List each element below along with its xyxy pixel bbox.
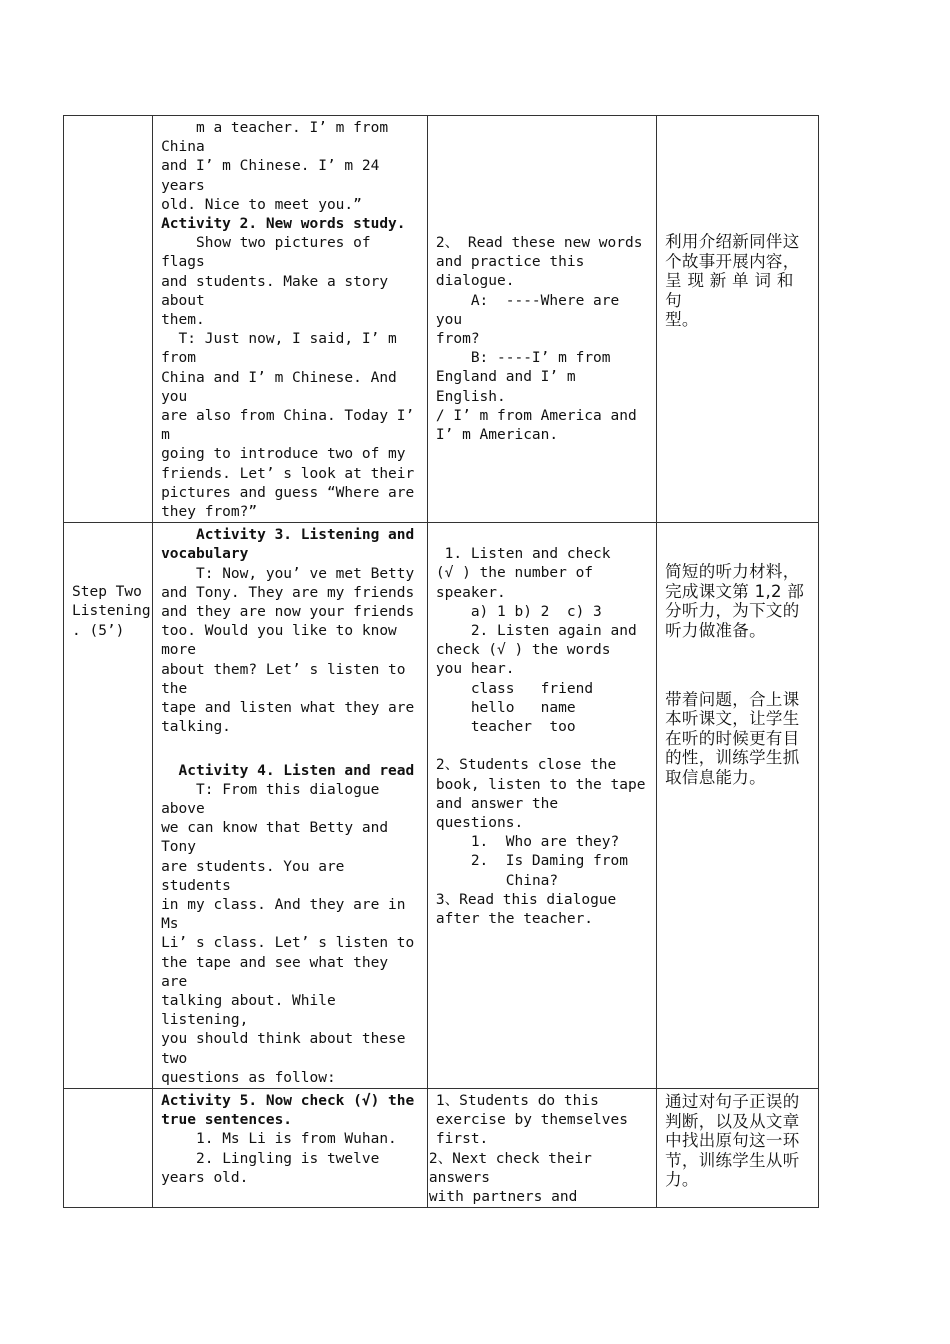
step-subtitle: Listening [72, 603, 151, 620]
activity-heading: vocabulary [161, 546, 249, 563]
purpose-line: 判断，以及从文章 [665, 1111, 800, 1131]
activity-line: too. Would you like to know more [161, 623, 406, 659]
activity-line: the tape and see what they are [161, 954, 397, 990]
activity-line: you should think about these two [161, 1031, 415, 1067]
activity-line: and they are now your friends [161, 604, 415, 621]
purpose-line: 通过对句子正误的 [665, 1091, 800, 1111]
activity-line: about them? Let’ s listen to the [161, 661, 415, 697]
student-line: B: ----I’ m from [435, 350, 611, 367]
purpose-cell [657, 116, 819, 523]
activity-line: years old. [161, 1169, 249, 1186]
student-line: from? [435, 331, 480, 348]
activity-line: 2. Lingling is twelve [161, 1150, 380, 1167]
student-line: teacher too [435, 719, 576, 736]
student-line: you hear. [435, 661, 515, 678]
student-line: 2. Is Daming from [435, 853, 628, 870]
activity-line: tape and listen what they are [161, 700, 415, 717]
purpose-line: 完成课文第 1,2 部 [665, 581, 805, 601]
student-line: / I’ m from America and [435, 407, 637, 424]
activity-line: they from?” [161, 504, 258, 521]
student-line: 3、Read this dialogue [435, 891, 617, 908]
step-cell [64, 116, 153, 523]
purpose-line: 带着问题，合上课 [665, 689, 800, 709]
table-row [64, 116, 819, 523]
purpose-cell [657, 1088, 819, 1207]
student-line: a) 1 b) 2 c) 3 [435, 603, 602, 620]
student-line: check (√ ) the words [435, 642, 611, 659]
activity-line: friends. Let’ s look at their [161, 465, 415, 482]
step-title: Step Two [72, 584, 142, 601]
purpose-line: 的性，训练学生抓 [665, 748, 800, 768]
purpose-line: 本听课文，让学生 [665, 709, 800, 729]
activity-line: going to introduce two of my [161, 446, 406, 463]
purpose-cell [657, 523, 819, 1089]
student-line: 1. Listen and check [435, 546, 611, 563]
activity-heading: Activity 3. Listening and [161, 527, 415, 544]
student-line: with partners and [428, 1188, 578, 1205]
activity-line: China and I’ m Chinese. And you [161, 369, 406, 405]
purpose-line: 中找出原句这一环 [665, 1131, 800, 1151]
student-line: dialogue. [435, 273, 515, 290]
student-line: and practice this [435, 254, 585, 271]
purpose-line: 呈 现 新 单 词 和 句 [665, 271, 800, 310]
table-row [64, 523, 819, 1089]
activity-line: we can know that Betty and Tony [161, 820, 397, 856]
activity-cell [153, 523, 428, 1089]
purpose-line: 听力做准备。 [665, 621, 766, 641]
activity-line: talking. [161, 719, 231, 736]
purpose-line: 力。 [665, 1170, 699, 1190]
activity-heading: Activity 5. Now check (√) the [161, 1092, 415, 1109]
student-line: 2、Next check their answers [428, 1150, 601, 1186]
student-line: and answer the questions. [435, 795, 567, 831]
student-line: I’ m American. [435, 427, 559, 444]
activity-line: T: Now, you’ ve met Betty [161, 565, 415, 582]
table-row [64, 1088, 819, 1207]
student-line: exercise by themselves [435, 1112, 628, 1129]
activity-line: Show two pictures of flags [161, 235, 380, 271]
purpose-line: 简短的听力材料， [665, 562, 800, 582]
activity-line: questions as follow: [161, 1069, 336, 1086]
activity-line: 1. Ms Li is from Wuhan. [161, 1131, 397, 1148]
student-activity-cell [427, 1088, 656, 1207]
purpose-line: 在听的时候更有目 [665, 728, 800, 748]
activity-cell [153, 1088, 428, 1207]
purpose-line: 节，训练学生从听 [665, 1150, 800, 1170]
student-line: speaker. [435, 584, 506, 601]
purpose-line: 利用介绍新同伴这 [665, 232, 800, 251]
lesson-plan-table [63, 115, 819, 1208]
activity-line: Li’ s class. Let’ s listen to [161, 935, 415, 952]
purpose-line: 分听力，为下文的 [665, 601, 800, 621]
student-line: 2、 Read these new words [435, 235, 643, 251]
step-duration: . (5’) [72, 622, 125, 639]
student-activity-cell [427, 523, 656, 1089]
activity-line: are also from China. Today I’ m [161, 408, 423, 444]
activity-line: are students. You are students [161, 858, 354, 894]
activity-cell [153, 116, 428, 523]
activity-line: old. Nice to meet you.” [161, 196, 362, 213]
student-line: after the teacher. [435, 910, 594, 927]
activity-line: pictures and guess “Where are [161, 484, 415, 501]
activity-line: and students. Make a story about [161, 273, 397, 309]
step-cell [64, 523, 153, 1089]
student-activity-cell [427, 116, 656, 523]
activity-line: m a teacher. I’ m from China [161, 120, 397, 156]
student-line: class friend [435, 680, 594, 697]
activity-line: them. [161, 312, 205, 329]
student-line: 1. Who are they? [435, 834, 620, 851]
activity-line: T: Just now, I said, I’ m from [161, 331, 406, 367]
student-line: (√ ) the number of [435, 565, 594, 582]
student-line: 2、Students close the [435, 757, 617, 774]
student-line: book, listen to the tape [435, 776, 646, 793]
activity-heading: true sentences. [161, 1112, 293, 1129]
student-line: 1、Students do this [435, 1092, 599, 1109]
student-line: hello name [435, 699, 576, 716]
student-line: A: ----Where are you [435, 292, 628, 328]
student-line: England and I’ m English. [435, 369, 585, 405]
purpose-line: 型。 [665, 310, 699, 330]
activity-heading: Activity 4. Listen and read [161, 762, 415, 779]
activity-line: T: From this dialogue above [161, 781, 389, 817]
student-line: first. [435, 1131, 489, 1148]
student-line: 2. Listen again and [435, 623, 637, 640]
activity-heading: Activity 2. New words study. [161, 216, 406, 233]
step-cell [64, 1088, 153, 1207]
activity-line: and I’ m Chinese. I’ m 24 years [161, 158, 389, 194]
activity-line: and Tony. They are my friends [161, 584, 415, 601]
activity-line: talking about. While listening, [161, 992, 345, 1029]
purpose-line: 个故事开展内容， [665, 251, 800, 271]
purpose-line: 取信息能力。 [665, 768, 766, 788]
student-line: China? [435, 872, 559, 889]
activity-line: in my class. And they are in Ms [161, 896, 415, 933]
